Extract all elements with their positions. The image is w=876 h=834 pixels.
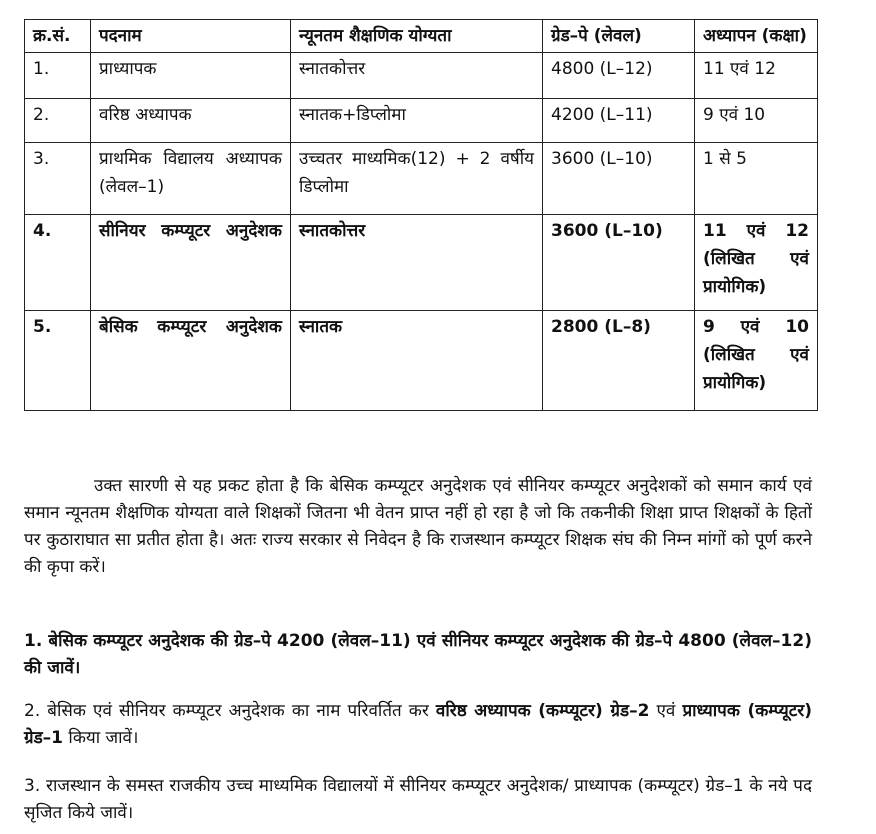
cell-qualification: स्नातक xyxy=(291,311,543,411)
table-header-row xyxy=(25,20,818,53)
header-post: पदनाम xyxy=(91,20,291,53)
header-qualification: न्यूनतम शैक्षणिक योग्यता xyxy=(291,20,543,53)
cell-serial: 3. xyxy=(25,143,91,215)
cell-serial: 2. xyxy=(25,99,91,143)
cell-serial: 5. xyxy=(25,311,91,411)
header-serial: क्र.सं. xyxy=(25,20,91,53)
demand-1: 1. बेसिक कम्प्यूटर अनुदेशक की ग्रेड–पे 4200 (लेवल–11) एवं सीनियर कम्प्यूटर अनुदेशक की ग्रेड–पे 4800 (लेवल–12) की जावें। xyxy=(24,631,812,678)
document-body xyxy=(24,19,817,411)
cell-qualification: उच्चतर माध्यमिक(12) + 2 वर्षीय डिप्लोमा xyxy=(291,143,543,215)
comparison-table xyxy=(24,19,818,411)
cell-teaching: 9 एवं 10 (लिखित एवं प्रायोगिक) xyxy=(695,311,818,411)
header-grade-pay: ग्रेड–पे (लेवल) xyxy=(543,20,695,53)
table-row xyxy=(25,53,818,99)
cell-grade-pay: 4800 (L–12) xyxy=(543,53,695,99)
cell-grade-pay: 4200 (L–11) xyxy=(543,99,695,143)
cell-qualification: स्नातकोत्तर xyxy=(291,53,543,99)
cell-serial: 4. xyxy=(25,215,91,311)
demand-2-part2: एवं xyxy=(649,701,683,721)
cell-post: सीनियर कम्प्यूटर अनुदेशक xyxy=(91,215,291,311)
cell-grade-pay: 3600 (L–10) xyxy=(543,215,695,311)
demand-2-bold2: प्राध्यापक (कम्प्यूटर) ग्रेड–1 xyxy=(24,701,812,748)
cell-serial: 1. xyxy=(25,53,91,99)
table-row xyxy=(25,311,818,411)
cell-post: प्राध्यापक xyxy=(91,53,291,99)
demand-3: 3. राजस्थान के समस्त राजकीय उच्च माध्यमिक विद्यालयों में सीनियर कम्प्यूटर अनुदेशक/ प्राध्यापक (कम्प्यूटर) ग्रेड–1 के नये पद सृजित किये जावें। xyxy=(24,776,812,823)
cell-teaching: 11 एवं 12 xyxy=(695,53,818,99)
cell-qualification: स्नातकोत्तर xyxy=(291,215,543,311)
demand-2-bold1: वरिष्ठ अध्यापक (कम्प्यूटर) ग्रेड–2 xyxy=(435,701,650,721)
cell-post: वरिष्ठ अध्यापक xyxy=(91,99,291,143)
cell-grade-pay: 2800 (L–8) xyxy=(543,311,695,411)
cell-teaching: 9 एवं 10 xyxy=(695,99,818,143)
cell-post: प्राथमिक विद्यालय अध्यापक (लेवल–1) xyxy=(91,143,291,215)
cell-qualification: स्नातक+डिप्लोमा xyxy=(291,99,543,143)
cell-teaching: 11 एवं 12 (लिखित एवं प्रायोगिक) xyxy=(695,215,818,311)
cell-grade-pay: 3600 (L–10) xyxy=(543,143,695,215)
demand-2 xyxy=(24,698,812,752)
cell-teaching: 1 से 5 xyxy=(695,143,818,215)
table-row xyxy=(25,143,818,215)
header-teaching: अध्यापन (कक्षा) xyxy=(695,20,818,53)
demand-2-part1: 2. बेसिक एवं सीनियर कम्प्यूटर अनुदेशक का नाम परिवर्तित कर xyxy=(24,701,436,721)
table-row xyxy=(25,215,818,311)
table-row xyxy=(25,99,818,143)
cell-post: बेसिक कम्प्यूटर अनुदेशक xyxy=(91,311,291,411)
intro-paragraph: उक्त सारणी से यह प्रकट होता है कि बेसिक कम्प्यूटर अनुदेशक एवं सीनियर कम्प्यूटर अनुदेशकों को समान कार्य एवं समान न्यूनतम शैक्षणिक योग्यता वाले शिक्षकों जितना भी वेतन प्राप्त नहीं हो रहा है जो कि तकनीकी शिक्षा प्राप्त शिक्षकों के हितों पर कुठाराघात सा प्रतीत होता है। अतः राज्य सरकार से निवेदन है कि राजस्थान कम्प्यूटर शिक्षक संघ की निम्न मांगों को पूर्ण करने की कृपा करें। xyxy=(24,476,812,577)
demand-2-part3: किया जावें। xyxy=(63,728,139,748)
